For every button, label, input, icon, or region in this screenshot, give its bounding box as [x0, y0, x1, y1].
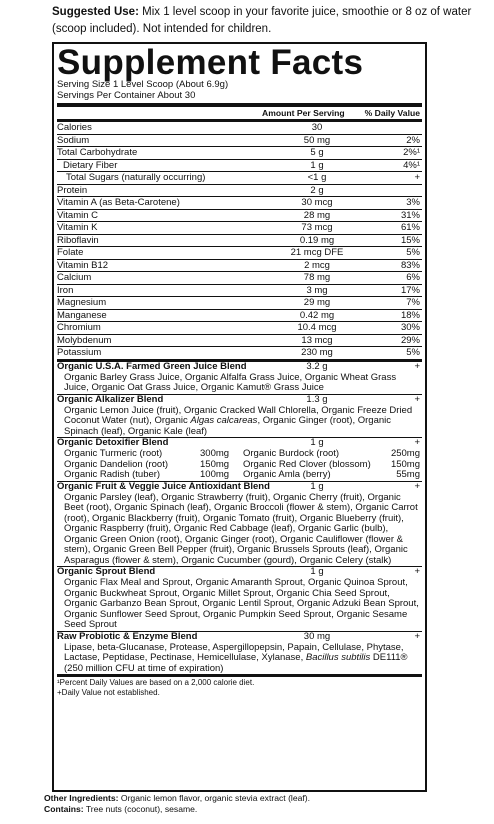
detox-row [57, 449, 422, 460]
nutrient-amount: 5 g [310, 147, 324, 158]
other-ingredients: Other Ingredients: Organic lemon flavor, organic stevia extract (leaf). [44, 793, 311, 803]
nutrient-amount: 2 mcg [304, 259, 330, 271]
nutrient-row [57, 246, 422, 259]
nutrient-amount: 3 mg [306, 284, 328, 296]
blend-dv: + [414, 393, 420, 405]
detox-cell: 150mg [390, 458, 420, 470]
blend-amount: 1 g [310, 566, 324, 577]
servings-per-container: Servings Per Container About 30 [57, 89, 196, 101]
nutrient-row [57, 234, 422, 247]
nutrient-amount: 73 mcg [301, 222, 333, 233]
suggested-use-text: Mix 1 level scoop in your favorite juice, smoothie or 8 oz of water (scoop included). Not intended for children. [52, 6, 472, 35]
nutrient-row [57, 171, 422, 184]
nutrient-dv: + [414, 172, 420, 183]
blend-name: Organic Detoxifier Blend [57, 437, 169, 448]
nutrient-name: Dietary Fiber [63, 159, 118, 171]
blend-dv: + [414, 630, 420, 642]
nutrient-amount: 0.42 mg [299, 309, 335, 321]
nutrient-name: Vitamin A (as Beta-Carotene) [57, 197, 180, 208]
footnote-dv: ¹Percent Daily Values are based on a 2,000 calorie diet. [57, 678, 255, 687]
blend-dv: + [414, 566, 420, 577]
nutrient-row [57, 119, 422, 134]
nutrient-dv: 61% [400, 222, 420, 233]
blend-name: Organic Fruit & Veggie Juice Antioxidant Blend [57, 480, 270, 492]
nutrient-dv: 30% [400, 322, 420, 333]
nutrient-amount: <1 g [307, 172, 327, 183]
nutrient-row [57, 334, 422, 347]
detox-cell: 100mg [200, 469, 230, 480]
nutrient-name: Vitamin K [57, 222, 98, 233]
nutrient-row [57, 321, 422, 334]
blend-ingredients: Organic Parsley (leaf), Organic Strawberry (fruit), Organic Cherry (fruit), Organic Beet (root), Organic Spinach (leaf), Organic Broccoli (flower & stem), Organic Carrot (root), Organic Blackberry (fruit), Organic Tomato (fruit), Organic Blueberry (fruit), Organic Raspberry (fruit), Organic Red Cabbage (leaf), Organic Garlic (bulb), Organic Green Onion (root), Organic Ginger (root), Organic Cauliflower (flower & stem), Organic Green Bell Pepper (fruit), Organic Brussels Sprouts (leaf), Organic Asparagus (flower & stem), Organic Cucumber (gourd), Organic Celery (stalk) [64, 491, 418, 566]
blend-ingredients: Organic Lemon Juice (fruit), Organic Cracked Wall Chlorella, Organic Freeze Dried Coconut Water (nut), Organic Algas calcareas, Organic Ginger (root), Organic Spinach (leaf), Organic Kale (leaf) [64, 404, 413, 437]
footnote-plus: +Daily Value not established. [57, 688, 160, 697]
blend-name: Organic U.S.A. Farmed Green Juice Blend [57, 360, 247, 372]
detox-cell: Organic Dandelion (root) [64, 458, 169, 470]
nutrient-amount: 13 mcg [301, 334, 333, 346]
nutrient-row [57, 159, 422, 172]
nutrient-name: Total Sugars (naturally occurring) [66, 172, 206, 183]
serving-size: Serving Size 1 Level Scoop (About 6.9g) [57, 79, 229, 90]
detox-cell: 150mg [200, 458, 230, 470]
blend-name: Raw Probiotic & Enzyme Blend [57, 630, 198, 642]
nutrient-name: Total Carbohydrate [57, 147, 138, 158]
blend-fruit-veggie [57, 481, 422, 567]
detox-row [57, 470, 422, 481]
nutrient-name: Magnesium [57, 297, 107, 308]
blend-probiotic [57, 631, 422, 675]
nutrient-name: Vitamin C [57, 209, 99, 221]
suggested-use-label: Suggested Use: [52, 6, 139, 18]
nutrient-dv: 4%¹ [403, 159, 420, 171]
other-info [44, 793, 484, 815]
nutrient-name: Chromium [57, 322, 101, 333]
blend-green-juice [57, 359, 422, 394]
blend-amount: 30 mg [303, 630, 331, 642]
blend-sprout [57, 566, 422, 631]
blend-name: Organic Sprout Blend [57, 566, 156, 577]
nutrient-row [57, 296, 422, 309]
nutrient-amount: 21 mcg DFE [290, 247, 344, 258]
nutrient-table [57, 119, 422, 359]
nutrient-name: Potassium [57, 347, 102, 358]
nutrient-name: Calcium [57, 272, 92, 283]
blend-name: Organic Alkalizer Blend [57, 393, 164, 405]
nutrient-dv: 7% [406, 297, 420, 308]
nutrient-name: Riboflavin [57, 234, 99, 246]
nutrient-amount: 10.4 mcg [297, 322, 337, 333]
blend-amount: 1.3 g [306, 393, 328, 405]
suggested-use [52, 4, 472, 38]
nutrient-dv: 83% [400, 259, 420, 271]
nutrient-row [57, 221, 422, 234]
nutrient-row [57, 146, 422, 159]
amount-header: Amount Per Serving [262, 108, 345, 118]
blend-dv: + [414, 360, 420, 372]
nutrient-row [57, 284, 422, 297]
nutrient-dv: 3% [406, 197, 420, 208]
nutrient-row [57, 259, 422, 272]
nutrient-name: Vitamin B12 [57, 259, 109, 271]
blend-ingredients: Organic Barley Grass Juice, Organic Alfalfa Grass Juice, Organic Wheat Grass Juice, Organic Oat Grass Juice, Organic Kamut® Grass Juice [64, 371, 397, 393]
blend-amount: 1 g [310, 437, 324, 448]
nutrient-amount: 0.19 mg [299, 234, 335, 246]
detox-cell: Organic Red Clover (blossom) [243, 458, 371, 470]
nutrient-dv: 2% [406, 134, 420, 146]
contains: Contains: Tree nuts (coconut), sesame. [44, 804, 198, 814]
nutrient-dv: 5% [406, 347, 420, 358]
blend-amount: 1 g [310, 480, 324, 492]
nutrient-row [57, 134, 422, 147]
nutrient-row [57, 346, 422, 359]
nutrient-dv: 17% [400, 284, 420, 296]
column-header [57, 103, 422, 119]
blend-detoxifier [57, 437, 422, 481]
nutrient-row [57, 196, 422, 209]
nutrient-name: Folate [57, 247, 84, 258]
nutrient-amount: 1 g [310, 159, 324, 171]
blend-dv: + [414, 437, 420, 448]
nutrient-row [57, 271, 422, 284]
nutrient-name: Manganese [57, 309, 107, 321]
nutrient-dv: 5% [406, 247, 420, 258]
dv-header: % Daily Value [364, 108, 420, 118]
nutrient-dv: 18% [400, 309, 420, 321]
detox-cell: Organic Radish (tuber) [64, 469, 161, 480]
supplement-facts-panel [52, 42, 427, 792]
detox-cell: Organic Burdock (root) [243, 448, 340, 459]
nutrient-dv: 2%¹ [403, 147, 420, 158]
nutrient-dv: 31% [400, 209, 420, 221]
nutrient-name: Iron [57, 284, 74, 296]
nutrient-amount: 78 mg [303, 272, 331, 283]
nutrient-amount: 28 mg [303, 209, 331, 221]
detox-cell: Organic Turmeric (root) [64, 448, 163, 459]
detox-cell: Organic Amla (berry) [243, 469, 331, 480]
panel-title: Supplement Facts [57, 43, 364, 82]
nutrient-name: Calories [57, 122, 92, 133]
detox-cell: 250mg [390, 448, 420, 459]
nutrient-dv: 15% [400, 234, 420, 246]
footnotes [57, 674, 422, 698]
blend-dv: + [414, 480, 420, 492]
nutrient-amount: 30 [311, 122, 323, 133]
nutrient-amount: 230 mg [301, 347, 333, 358]
detox-ingredients [57, 449, 422, 481]
detox-cell: 55mg [396, 469, 420, 480]
detox-cell: 300mg [200, 448, 230, 459]
blend-ingredients: Lipase, beta-Glucanase, Protease, Aspergillopepsin, Papain, Cellulase, Phytase, Lactase, Peptidase, Pectinase, Hemicellulase, Xylanase, Bacillus subtilis DE111® (250 million CFU at time of expiration) [64, 641, 408, 674]
nutrient-row [57, 209, 422, 222]
nutrient-row [57, 184, 422, 197]
blend-amount: 3.2 g [306, 360, 328, 372]
blend-alkalizer [57, 394, 422, 438]
nutrient-name: Protein [57, 184, 88, 196]
nutrient-dv: 29% [400, 334, 420, 346]
nutrient-row [57, 309, 422, 322]
nutrient-name: Sodium [57, 134, 90, 146]
blend-ingredients: Organic Flax Meal and Sprout, Organic Amaranth Sprout, Organic Quinoa Sprout, Organic Buckwheat Sprout, Organic Millet Sprout, Organic Chia Seed Sprout, Organic Garbanzo Bean Sprout, Organic Lentil Sprout, Organic Adzuki Bean Sprout, Organic Sunflower Seed Sprout, Organic Pumpkin Seed Sprout, Organic Sesame Seed Sprout [64, 577, 419, 630]
nutrient-name: Molybdenum [57, 334, 112, 346]
nutrient-dv: 6% [406, 272, 420, 283]
nutrient-amount: 30 mcg [301, 197, 333, 208]
nutrient-amount: 29 mg [303, 297, 331, 308]
nutrient-amount: 50 mg [303, 134, 331, 146]
nutrient-amount: 2 g [310, 184, 324, 196]
